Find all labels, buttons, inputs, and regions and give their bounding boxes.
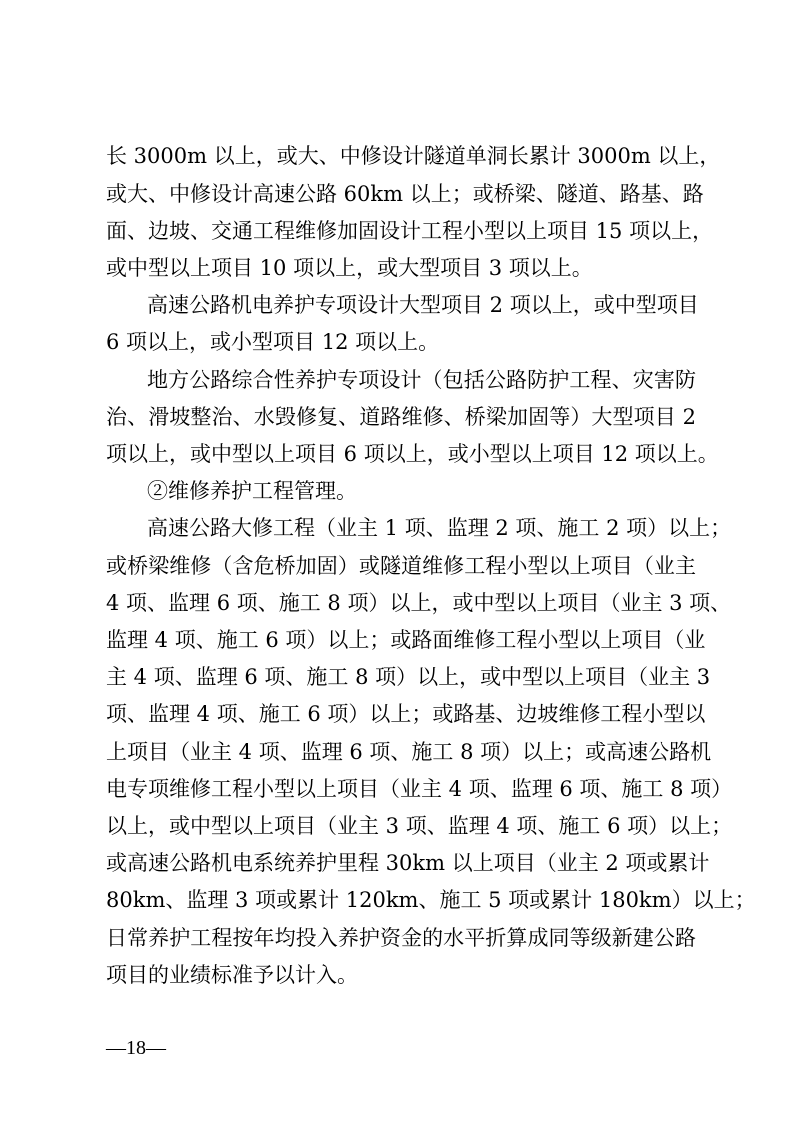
paragraph-line: 6 项以上，或小型项目 12 项以上。 (106, 330, 440, 354)
paragraph-line: 高速公路机电养护专项设计大型项目 2 项以上，或中型项目 (147, 293, 699, 317)
paragraph-line: 项目的业绩标准予以计入。 (106, 963, 358, 987)
paragraph-line: 日常养护工程按年均投入养护资金的水平折算成同等级新建公路 (106, 926, 696, 950)
paragraph-line: 地方公路综合性养护专项设计（包括公路防护工程、灾害防 (147, 368, 696, 392)
paragraph-line: 项以上，或中型以上项目 6 项以上，或小型以上项目 12 项以上。 (106, 442, 719, 466)
paragraph-line: 上项目（业主 4 项、监理 6 项、施工 8 项）以上；或高速公路机 (106, 740, 712, 764)
paragraph-line: 4 项、监理 6 项、施工 8 项）以上，或中型以上项目（业主 3 项、 (106, 591, 732, 615)
paragraph-line: 主 4 项、监理 6 项、施工 8 项）以上，或中型以上项目（业主 3 (106, 665, 711, 689)
page-number: —18— (106, 1037, 166, 1059)
paragraph-line: 监理 4 项、施工 6 项）以上；或路面维修工程小型以上项目（业 (106, 628, 706, 652)
paragraph-line: 或高速公路机电系统养护里程 30km 以上项目（业主 2 项或累计 (106, 851, 710, 875)
paragraph-line: 电专项维修工程小型以上项目（业主 4 项、监理 6 项、施工 8 项） (106, 777, 733, 801)
paragraph-line: 或中型以上项目 10 项以上，或大型项目 3 项以上。 (106, 256, 593, 280)
paragraph-line: 80km、监理 3 项或累计 120km、施工 5 项或累计 180km）以上； (106, 888, 756, 912)
paragraph-line: 以上，或中型以上项目（业主 3 项、监理 4 项、施工 6 项）以上； (106, 814, 733, 838)
paragraph-line: 项、监理 4 项、施工 6 项）以上；或路基、边坡维修工程小型以 (106, 702, 706, 726)
paragraph-line: 面、边坡、交通工程维修加固设计工程小型以上项目 15 项以上， (106, 219, 714, 243)
paragraph-line: 治、滑坡整治、水毁修复、道路维修、桥梁加固等）大型项目 2 (106, 405, 696, 429)
paragraph-line: 或大、中修设计高速公路 60km 以上；或桥梁、隧道、路基、路 (106, 182, 704, 206)
paragraph-line: 高速公路大修工程（业主 1 项、监理 2 项、施工 2 项）以上； (147, 516, 732, 540)
paragraph-line: 长 3000m 以上，或大、中修设计隧道单洞长累计 3000m 以上， (106, 144, 721, 168)
section-heading: ②维修养护工程管理。 (147, 479, 357, 503)
paragraph-line: 或桥梁维修（含危桥加固）或隧道维修工程小型以上项目（业主 (106, 554, 696, 578)
